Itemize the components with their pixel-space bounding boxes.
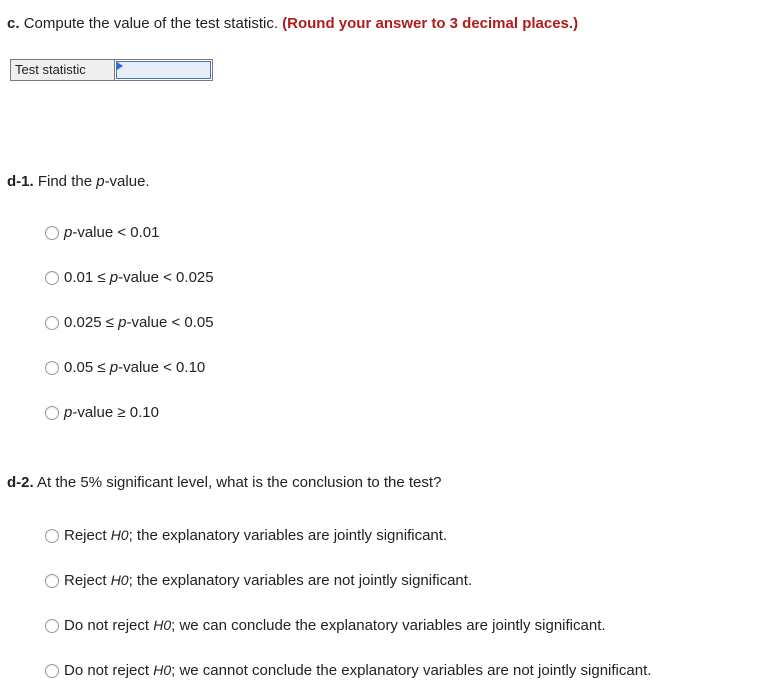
option-pre: Reject: [64, 572, 111, 589]
h0-symbol: H0: [153, 662, 172, 678]
option-pre: 0.05 ≤: [64, 359, 110, 376]
option-pre: Do not reject: [64, 662, 154, 679]
test-statistic-input[interactable]: [117, 63, 210, 79]
option-italic: p: [64, 404, 73, 421]
radio-button[interactable]: [45, 406, 59, 420]
option-pre: Do not reject: [64, 617, 154, 634]
radio-button[interactable]: [45, 664, 59, 678]
test-statistic-label: Test statistic: [11, 60, 115, 80]
pvalue-option-3[interactable]: [45, 314, 214, 332]
radio-button[interactable]: [45, 316, 59, 330]
pvalue-option-2[interactable]: [45, 269, 214, 287]
radio-button[interactable]: [45, 226, 59, 240]
h0-symbol: H0: [110, 527, 129, 543]
radio-button[interactable]: [45, 529, 59, 543]
conclusion-option-1[interactable]: [45, 526, 447, 545]
test-statistic-cell[interactable]: [116, 61, 211, 79]
option-post: ; the explanatory variables are not jointly significant.: [128, 572, 473, 589]
option-post: ; we can conclude the explanatory variables are jointly significant.: [171, 617, 606, 634]
option-italic: p: [64, 224, 73, 241]
radio-button[interactable]: [45, 271, 59, 285]
rounding-note: (Round your answer to 3 decimal places.): [282, 15, 579, 32]
question-d1-text-pre: Find the: [37, 173, 97, 190]
conclusion-option-3[interactable]: [45, 616, 606, 635]
option-pre: 0.025 ≤: [64, 314, 119, 331]
radio-button[interactable]: [45, 619, 59, 633]
question-d1: [7, 173, 150, 191]
question-c-text: Compute the value of the test statistic.: [23, 15, 278, 32]
conclusion-option-2[interactable]: [45, 571, 472, 590]
option-post: -value < 0.05: [126, 314, 214, 331]
option-italic: p: [109, 359, 119, 376]
option-pre: 0.01 ≤: [64, 269, 110, 286]
test-statistic-table: [10, 59, 213, 81]
question-c: [7, 15, 578, 33]
option-post: -value < 0.025: [118, 269, 214, 286]
h0-symbol: H0: [153, 617, 172, 633]
option-post: -value < 0.01: [72, 224, 160, 241]
question-d1-text-post: -value.: [104, 173, 150, 190]
question-d1-label: d-1.: [7, 173, 34, 190]
question-d2: [7, 474, 441, 492]
conclusion-option-4[interactable]: [45, 661, 651, 680]
pvalue-option-5[interactable]: [45, 404, 159, 422]
question-d2-text: At the 5% significant level, what is the conclusion to the test?: [37, 474, 442, 491]
option-post: -value ≥ 0.10: [72, 404, 159, 421]
question-d1-text-italic: p: [96, 173, 105, 190]
option-post: ; the explanatory variables are jointly significant.: [128, 527, 448, 544]
h0-symbol: H0: [110, 572, 129, 588]
option-post: -value < 0.10: [118, 359, 206, 376]
option-post: ; we cannot conclude the explanatory variables are not jointly significant.: [171, 662, 652, 679]
question-d2-label: d-2.: [7, 474, 34, 491]
option-italic: p: [118, 314, 127, 331]
option-pre: Reject: [64, 527, 111, 544]
pvalue-option-1[interactable]: [45, 224, 160, 242]
radio-button[interactable]: [45, 574, 59, 588]
option-italic: p: [109, 269, 119, 286]
pvalue-option-4[interactable]: [45, 359, 205, 377]
radio-button[interactable]: [45, 361, 59, 375]
question-c-label: c.: [7, 15, 20, 32]
